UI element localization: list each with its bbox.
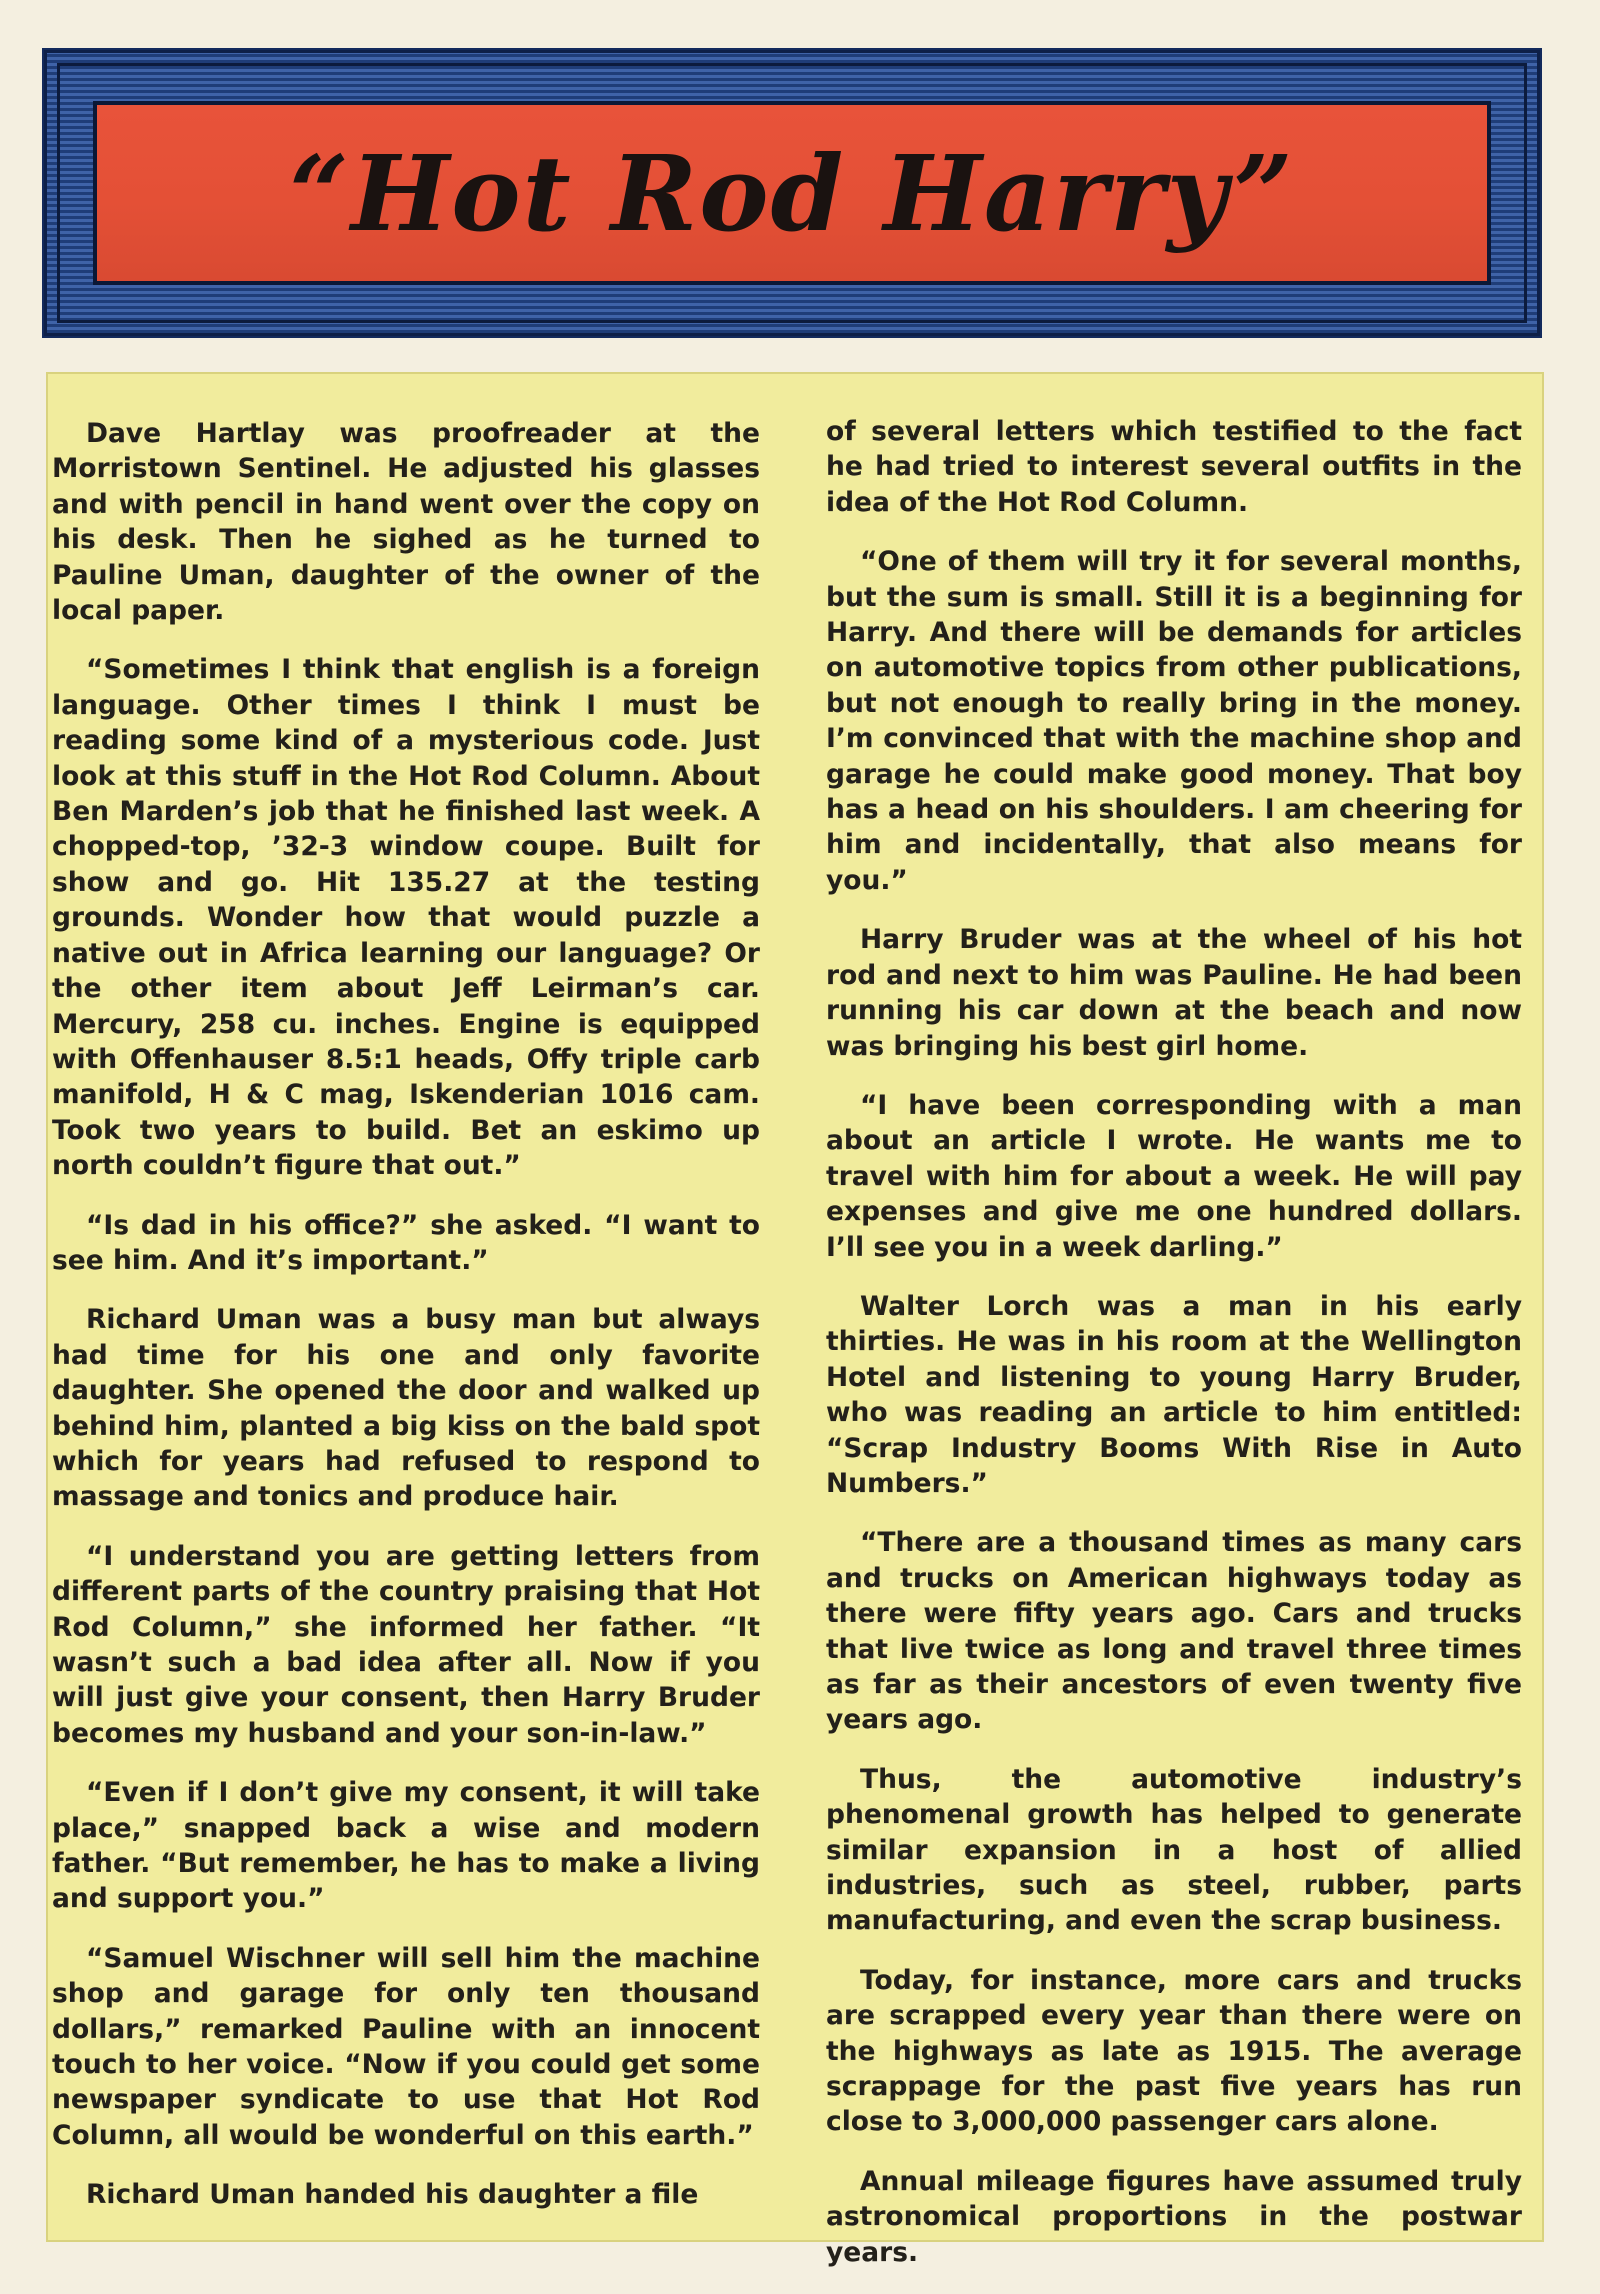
paragraph-continuation: of several letters which testified to the fact he had tried to interest several outfits in the idea of the Hot Rod Column. [826, 416, 1522, 518]
paragraph: Today, for instance, more cars and trucks are scrapped every year than there were on the highways as late as 1915. The average scrappage for the past five years has run close to 3,000,000 passenger cars alone. [826, 1964, 1522, 2138]
title-panel [93, 101, 1491, 285]
right-column [826, 414, 1522, 2294]
left-column [52, 416, 760, 2237]
paragraph: “I have been corresponding with a man about an article I wrote. He wants me to travel with him for about a week. He will pay expenses and give me one hundred dollars. I’ll see you in a week darling.” [826, 1089, 1522, 1263]
paragraph: “I understand you are getting letters from different parts of the country praising that Hot Rod Column,” she informed her father. “It wasn’t such a bad idea after all. Now if you will just give your consent, then Harry Bruder becomes my husband and your son-in-law.” [52, 1540, 760, 1749]
paragraph: Thus, the automotive industry’s phenomenal growth has helped to generate similar expansion in a host of allied industries, such as steel, rubber, parts manufacturing, and even the scrap business. [826, 1763, 1522, 1937]
paragraph: “There are a thousand times as many cars and trucks on American highways today as there were fifty years ago. Cars and trucks that live twice as long and travel three times as far as their ancestors of even twenty five years ago. [826, 1527, 1522, 1736]
paragraph: “One of them will try it for several months, but the sum is small. Still it is a beginning for Harry. And there will be demands for articles on automotive topics from other publications, but not enough to really bring in the money. I’m convinced that with the machine shop and garage he could make good money. That boy has a head on his shoulders. I am cheering for him and incidentally, that also means for you.” [826, 546, 1522, 896]
paragraph: Walter Lorch was a man in his early thirties. He was in his room at the Wellington Hotel and listening to young Harry Bruder, who was reading an article to him entitled: “Scrap Industry Booms With Rise in Auto Numbers.” [826, 1290, 1522, 1499]
paragraph: “Samuel Wischner will sell him the machine shop and garage for only ten thousand dollars,” remarked Pauline with an innocent touch to her voice. “Now if you could get some newspaper syndicate to use that Hot Rod Column, all would be wonderful on this earth.” [52, 1942, 760, 2151]
column-gutter [790, 374, 791, 2240]
paragraph: “Even if I don’t give my consent, it will take place,” snapped back a wise and modern father. “But remember, he has to make a living and support you.” [52, 1777, 760, 1915]
title-banner [44, 50, 1540, 336]
paragraph: “Sometimes I think that english is a foreign language. Other times I think I must be reading some kind of a mysterious code. Just look at this stuff in the Hot Rod Column. About Ben Marden’s job that he finished last week. A chopped-top, ’32-3 window coupe. Built for show and go. Hit 135.27 at the testing grounds. Wonder how that would puzzle a native out in Africa learning our language? Or the other item about Jeff Leirman’s car. Mercury, 258 cu. inches. Engine is equipped with Offenhauser 8.5:1 heads, Offy triple carb manifold, H & C mag, Iskenderian 1016 cam. Took two years to build. Bet an eskimo up north couldn’t figure that out.” [52, 654, 760, 1182]
paragraph: Richard Uman handed his daughter a file [86, 2179, 699, 2211]
paragraph: Harry Bruder was at the wheel of his hot rod and next to him was Pauline. He had been running his car down at the beach and now was bringing his best girl home. [826, 924, 1522, 1062]
paragraph: Richard Uman was a busy man but always had time for his one and only favorite daughter. She opened the door and walked up behind him, planted a big kiss on the bald spot which for years had refused to respond to massage and tonics and produce hair. [52, 1304, 760, 1513]
article-body [46, 372, 1544, 2268]
story-title: “Hot Rod Harry” [289, 131, 1295, 255]
paragraph: Dave Hartlay was proofreader at the Morristown Sentinel. He adjusted his glasses and with pencil in hand went over the copy on his desk. Then he sighed as he turned to Pauline Uman, daughter of the owner of the local paper. [52, 418, 760, 627]
paragraph: Annual mileage figures have assumed truly astronomical proportions in the postwar years. [826, 2165, 1522, 2268]
paragraph: “Is dad in his office?” she asked. “I want to see him. And it’s important.” [52, 1209, 760, 1276]
